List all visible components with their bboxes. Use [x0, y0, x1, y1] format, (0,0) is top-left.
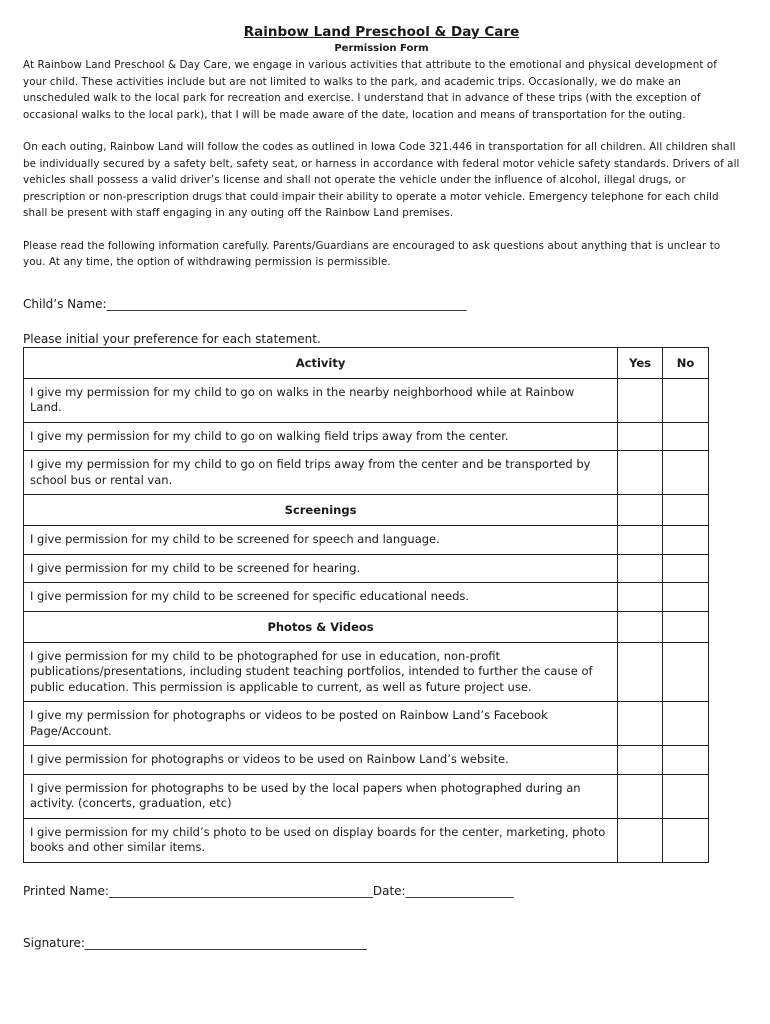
no-initial-cell[interactable]: [663, 526, 709, 555]
table-row: [24, 526, 709, 555]
transport-paragraph: On each outing, Rainbow Land will follow the codes as outlined in Iowa Code 321.446 in transportation for all children. All children shall be individually secured by a safety belt, safety seat, or harness in accordance with federal motor vehicle safety standards. Drivers of all vehicles shall possess a valid driver’s license and shall not operate the vehicle under the influence of alcohol, illegal drugs, or prescription or non-prescription drugs that could impair their ability to operate a motor vehicle. Emergency telephone for each child shall be present with staff engaging in any outing off the Rainbow Land premises.: [23, 141, 740, 219]
empty-cell: [663, 495, 709, 526]
photos-section-label: Photos & Videos: [24, 611, 618, 642]
yes-initial-cell[interactable]: [618, 774, 663, 818]
no-initial-cell[interactable]: [663, 774, 709, 818]
no-initial-cell[interactable]: [663, 583, 709, 612]
activity-cell: I give my permission for my child to go on field trips away from the center and be transported by school bus or rental van.: [24, 451, 618, 495]
no-initial-cell[interactable]: [663, 746, 709, 775]
yes-initial-cell[interactable]: [618, 818, 663, 862]
yes-initial-cell[interactable]: [618, 526, 663, 555]
yes-initial-cell[interactable]: [618, 422, 663, 451]
activity-cell: I give my permission for my child to go on walks in the nearby neighborhood while at Rainbow Land.: [24, 378, 618, 422]
screenings-section-label: Screenings: [24, 495, 618, 526]
no-initial-cell[interactable]: [663, 451, 709, 495]
yes-header: Yes: [618, 347, 663, 378]
table-row: [24, 642, 709, 702]
yes-initial-cell[interactable]: [618, 378, 663, 422]
intro-paragraph: At Rainbow Land Preschool & Day Care, we engage in various activities that attribute to the emotional and physical development of your child. These activities include but are not limited to walks to the park, and academic trips. Occasionally, we do make an unscheduled walk to the local park for recreation and exercise. I understand that in advance of these trips (with the exception of occasional walks to the local park), that I will be made aware of the date, location and means of transportation for the outing.: [23, 59, 717, 121]
initial-instruction: Please initial your preference for each statement.: [23, 331, 321, 346]
table-row: [24, 818, 709, 862]
no-initial-cell[interactable]: [663, 554, 709, 583]
screening-cell: I give permission for my child to be screened for specific educational needs.: [24, 583, 618, 612]
yes-initial-cell[interactable]: [618, 554, 663, 583]
form-subtitle: Permission Form: [334, 43, 429, 54]
table-header-row: [24, 347, 709, 378]
table-row: [24, 451, 709, 495]
permission-table: [23, 347, 709, 863]
photo-cell: I give permission for my child’s photo to be used on display boards for the center, marketing, photo books and other similar items.: [24, 818, 618, 862]
photo-cell: I give my permission for photographs or videos to be posted on Rainbow Land’s Facebook Page/Account.: [24, 702, 618, 746]
section-row-screenings: [24, 495, 709, 526]
yes-initial-cell[interactable]: [618, 642, 663, 702]
photo-cell: I give permission for my child to be photographed for use in education, non-profit publications/presentations, including student teaching portfolios, intended to further the cause of public education. This permission is applicable to current, as well as future project use.: [24, 642, 618, 702]
no-initial-cell[interactable]: [663, 378, 709, 422]
activity-header: Activity: [24, 347, 618, 378]
yes-initial-cell[interactable]: [618, 746, 663, 775]
no-header: No: [663, 347, 709, 378]
no-initial-cell[interactable]: [663, 642, 709, 702]
empty-cell: [618, 611, 663, 642]
photo-cell: I give permission for photographs to be used by the local papers when photographed during an activity. (concerts, graduation, etc): [24, 774, 618, 818]
photo-cell: I give permission for photographs or videos to be used on Rainbow Land’s website.: [24, 746, 618, 775]
signature-field[interactable]: Signature:_______________________________________________: [23, 936, 367, 950]
screening-cell: I give permission for my child to be screened for speech and language.: [24, 526, 618, 555]
screening-cell: I give permission for my child to be screened for hearing.: [24, 554, 618, 583]
table-row: [24, 774, 709, 818]
child-name-field[interactable]: Child’s Name:____________________________________________________________: [23, 296, 467, 311]
permission-form-page: [23, 22, 740, 863]
yes-initial-cell[interactable]: [618, 451, 663, 495]
empty-cell: [663, 611, 709, 642]
section-row-photos: [24, 611, 709, 642]
yes-initial-cell[interactable]: [618, 583, 663, 612]
printed-name-date-field[interactable]: Printed Name:____________________________________________Date:__________________: [23, 884, 514, 898]
instructions-paragraph: Please read the following information carefully. Parents/Guardians are encouraged to ask questions about anything that is unclear to you. At any time, the option of withdrawing permission is permissible.: [23, 239, 721, 268]
activity-cell: I give my permission for my child to go on walking field trips away from the center.: [24, 422, 618, 451]
yes-initial-cell[interactable]: [618, 702, 663, 746]
form-title: Rainbow Land Preschool & Day Care: [243, 24, 520, 40]
table-row: [24, 583, 709, 612]
no-initial-cell[interactable]: [663, 818, 709, 862]
empty-cell: [618, 495, 663, 526]
table-row: [24, 702, 709, 746]
no-initial-cell[interactable]: [663, 422, 709, 451]
no-initial-cell[interactable]: [663, 702, 709, 746]
table-row: [24, 422, 709, 451]
table-row: [24, 746, 709, 775]
table-row: [24, 378, 709, 422]
table-row: [24, 554, 709, 583]
